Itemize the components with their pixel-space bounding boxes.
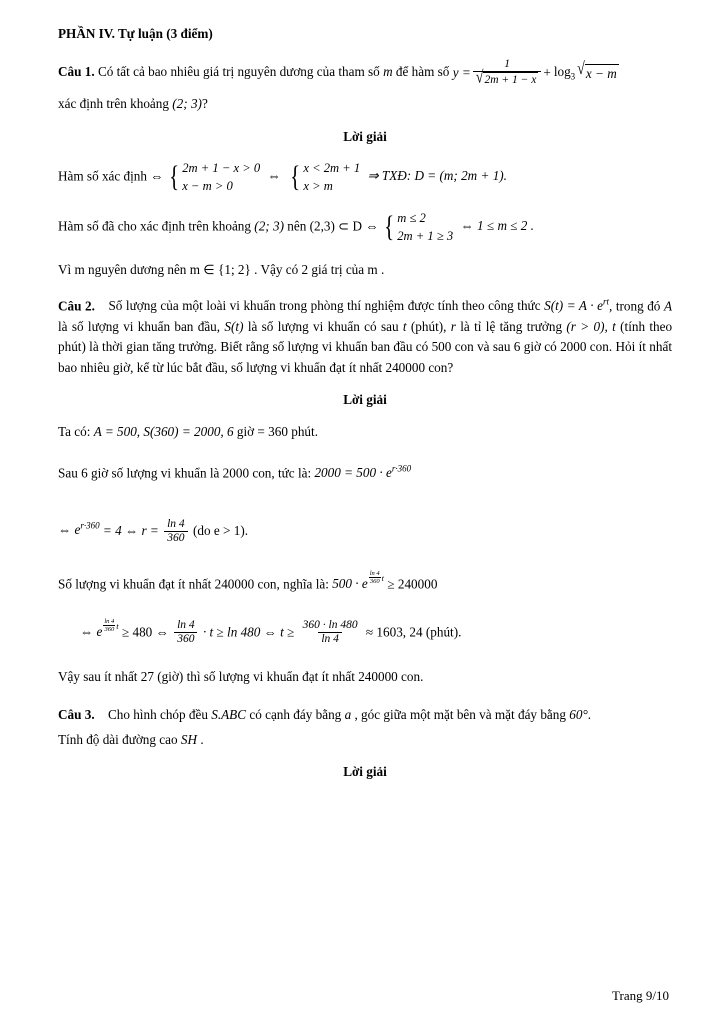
log-arg-sqrt [577, 60, 619, 82]
q2-l4-lead: Số lượng vi khuẩn đạt ít nhất 240000 con, nghĩa là: [58, 576, 329, 592]
exp-t: t [116, 620, 119, 631]
exp-den: 360 [369, 578, 380, 586]
q2-solution-line-5 [58, 615, 672, 647]
question-1-label: Câu 1. [58, 64, 95, 80]
exp-fraction [369, 570, 381, 585]
fraction-numerator: ln 4 [167, 517, 185, 530]
fraction-numerator: ln 4 [177, 619, 195, 632]
q1-brace-2-lines [302, 159, 360, 196]
document-content [58, 26, 672, 794]
radical-icon: √ [475, 68, 484, 88]
brace-line: x − m > 0 [182, 178, 233, 193]
q2-text-7: trưởng [526, 318, 563, 334]
question-1-variable: m [383, 64, 393, 80]
q2-l2-base: 2000 = 500 · e [314, 465, 392, 481]
solution-label-1: Lời giải [343, 128, 387, 144]
question-1-qmark: ? [201, 96, 208, 112]
formula-fraction [473, 58, 542, 88]
q2-l2-exp: r·360 [391, 463, 412, 474]
q3-text-4: Tính độ dài đường cao [58, 731, 178, 747]
q2-l1-lead: Ta có: [58, 424, 91, 440]
q3-text-2: có cạnh đáy bằng [249, 707, 342, 723]
q2-cond-r: (r > 0), [566, 318, 608, 334]
question-1-prompt [58, 58, 672, 88]
q2-l1-tail: giờ = 360 phút. [236, 424, 318, 440]
formula-plus: + [543, 64, 551, 80]
q2-l4-exponent [368, 567, 384, 587]
formula-log [554, 62, 575, 85]
q3-period-2: . [200, 731, 204, 747]
q1-line1-mid: ⇔ [267, 167, 281, 183]
q2-l5-fraction-2 [300, 619, 361, 646]
question-3-prompt [58, 705, 672, 725]
q2-l5-fraction-1 [174, 619, 198, 646]
exp-fraction [103, 618, 115, 633]
q2-formula-exp: rt [602, 297, 609, 308]
q3-solid-name: S.ABC [211, 707, 247, 723]
question-1-text-2: để hàm số [395, 64, 450, 80]
q2-l3-fraction [164, 518, 188, 545]
q1-line2-lead: Hàm số đã cho xác định trên khoảng [58, 218, 251, 234]
q1-line2-mid: nên (2,3) ⊂ D ⇔ [287, 218, 379, 234]
q2-var-r: r [450, 318, 456, 334]
q1-brace-2 [288, 159, 360, 196]
q1-solution-line-1 [58, 159, 672, 196]
question-3-label: Câu 3. [58, 707, 95, 723]
formula-numerator: 1 [504, 58, 510, 70]
q2-text-9: con và sau 6 giờ có 2000 con. Hỏi ít nhất bao nhiêu giờ, kể từ lúc bắt đầu, số lượng vi khuẩn đạt ít nhất [58, 339, 672, 375]
q2-solution-line-6: Vậy sau ít nhất 27 (giờ) thì số lượng vi khuẩn đạt ít nhất 240000 con. [58, 668, 424, 684]
formula-denominator [473, 68, 542, 88]
q2-solution-line-3 [58, 518, 672, 545]
q2-solution-line-4 [58, 567, 672, 595]
q2-l5-exponent [102, 615, 118, 635]
q2-solution-line-2 [58, 463, 672, 484]
radicand-text: 2m + 1 − x [484, 74, 537, 87]
q2-text-10: 240000 con? [385, 359, 454, 375]
q2-l4-base: 500 · e [332, 576, 368, 592]
fraction-denominator: ln 4 [318, 632, 342, 646]
q3-angle: 60° [569, 707, 588, 723]
brace-line: 2m + 1 ≥ 3 [397, 229, 454, 244]
question-2-label: Câu 2. [58, 298, 95, 314]
exp-den: 360 [104, 626, 115, 634]
brace-line: 2m + 1 − x > 0 [182, 160, 261, 175]
q2-l3-exp: r·360 [80, 520, 100, 531]
fraction-denominator: 360 [164, 531, 187, 545]
q1-line2-interval: (2; 3) [254, 218, 284, 234]
fraction-numerator: 360 · ln 480 [302, 619, 358, 632]
q2-l2-lead: Sau 6 giờ số lượng vi khuẩn là 2000 con, tức là: [58, 465, 312, 481]
q3-height-label: SH [180, 731, 198, 747]
q1-brace-3-lines [396, 209, 453, 246]
q1-brace-3 [382, 209, 453, 246]
q3-edge-a: a [344, 707, 352, 723]
q1-line2-tail: ⇔ 1 ≤ m ≤ 2 . [460, 218, 534, 234]
q2-text-3: là số lượng vi khuẩn ban đầu, [58, 318, 221, 334]
q2-l1-values: A = 500, S(360) = 2000, 6 [93, 424, 234, 440]
exp-t: t [381, 573, 385, 583]
question-1-formula [453, 58, 619, 88]
q2-l3-mid: = 4 ⇔ r = [102, 522, 159, 538]
q2-l5-lead: ⇔ e [80, 623, 103, 639]
log-arg-text: x − m [585, 66, 617, 81]
q2-l5-mid2: · t ≥ ln 480 ⇔ t ≥ [202, 623, 295, 639]
log-base: 3 [570, 71, 576, 82]
q2-var-A: A [663, 298, 673, 314]
q2-text-1: Số lượng của một loài vi khuẩn trong phòng thí nghiệm được tính theo công thức [108, 298, 541, 314]
q2-solution-line-1 [58, 422, 672, 442]
q2-l5-mid1: ≥ 480 ⇔ [121, 623, 169, 639]
q2-l5-tail: ≈ 1603, 24 (phút). [365, 623, 462, 639]
radical-icon: √ [577, 60, 585, 80]
q2-l3-a [58, 522, 100, 537]
formula-y: y = [452, 64, 471, 80]
question-3-prompt-cont [58, 730, 672, 750]
page-footer: Trang 9/10 [612, 988, 669, 1003]
brace-line: x > m [303, 178, 333, 193]
q2-l5-a [80, 618, 119, 639]
q1-solution-line-2 [58, 209, 672, 246]
q3-period: . [587, 707, 592, 723]
q2-l4-tail: ≥ 240000 [387, 576, 438, 592]
q2-formula [544, 298, 609, 313]
q1-line1-tail: ⇒ TXĐ: D = (m; 2m + 1). [367, 167, 507, 183]
q2-text-6: là tỉ lệ tăng [460, 318, 523, 334]
exp-num: ln 4 [369, 570, 380, 578]
question-1-prompt-cont [58, 94, 672, 114]
q1-line1-lead: Hàm số xác định ⇔ [58, 167, 164, 183]
q2-text-5: (phút), [410, 318, 447, 334]
question-1-text-1: Có tất cả bao nhiêu giá trị nguyên dương của tham số [97, 64, 380, 80]
q2-l3-tail: (do e > 1). [192, 522, 249, 538]
q2-var-t: t [402, 318, 407, 334]
q2-text-8: (tính theo phút) là thời gian tăng trưởng. Biết rằng số lượng vi khuẩn ban đầu có 500 [58, 318, 673, 355]
brace-line: m ≤ 2 [397, 211, 426, 226]
q1-solution-line-3: Vì m nguyên dương nên m ∈ {1; 2} . Vậy có 2 giá trị của m . [58, 261, 385, 277]
q2-var-St: S(t) [224, 318, 244, 334]
q2-text-4: là số lượng vi khuẩn có sau [247, 318, 399, 334]
question-2-prompt [58, 296, 672, 378]
q2-text-2: , trong đó [608, 298, 661, 314]
section-heading: PHẦN IV. Tự luận (3 điểm) [58, 26, 213, 41]
brace-icon: { [168, 159, 180, 193]
q1-brace-1-lines [181, 159, 260, 196]
solution-label-3: Lời giải [343, 764, 387, 779]
brace-icon: { [383, 210, 395, 244]
q2-l2-eq [314, 465, 411, 480]
sqrt-group [475, 68, 539, 88]
q3-text-1: Cho hình chóp đều [107, 707, 208, 723]
q2-formula-base: S(t) = A · e [544, 298, 603, 314]
q1-brace-1 [167, 159, 260, 196]
solution-label-2: Lời giải [343, 392, 387, 408]
exp-num: ln 4 [104, 618, 115, 626]
q2-l3-lead: ⇔ e [58, 522, 81, 538]
brace-line: x < 2m + 1 [303, 160, 361, 175]
log-text: log [553, 63, 571, 79]
question-1-interval: (2; 3) [172, 96, 202, 112]
fraction-denominator: 360 [174, 632, 197, 646]
question-1-text-3: xác định trên khoảng [58, 96, 169, 112]
q3-text-3: , góc giữa một mặt bên và mặt đáy bằng [354, 707, 566, 723]
brace-icon: { [290, 159, 301, 193]
q2-var-t2: t [612, 318, 616, 334]
q2-l4-eq [332, 570, 385, 592]
